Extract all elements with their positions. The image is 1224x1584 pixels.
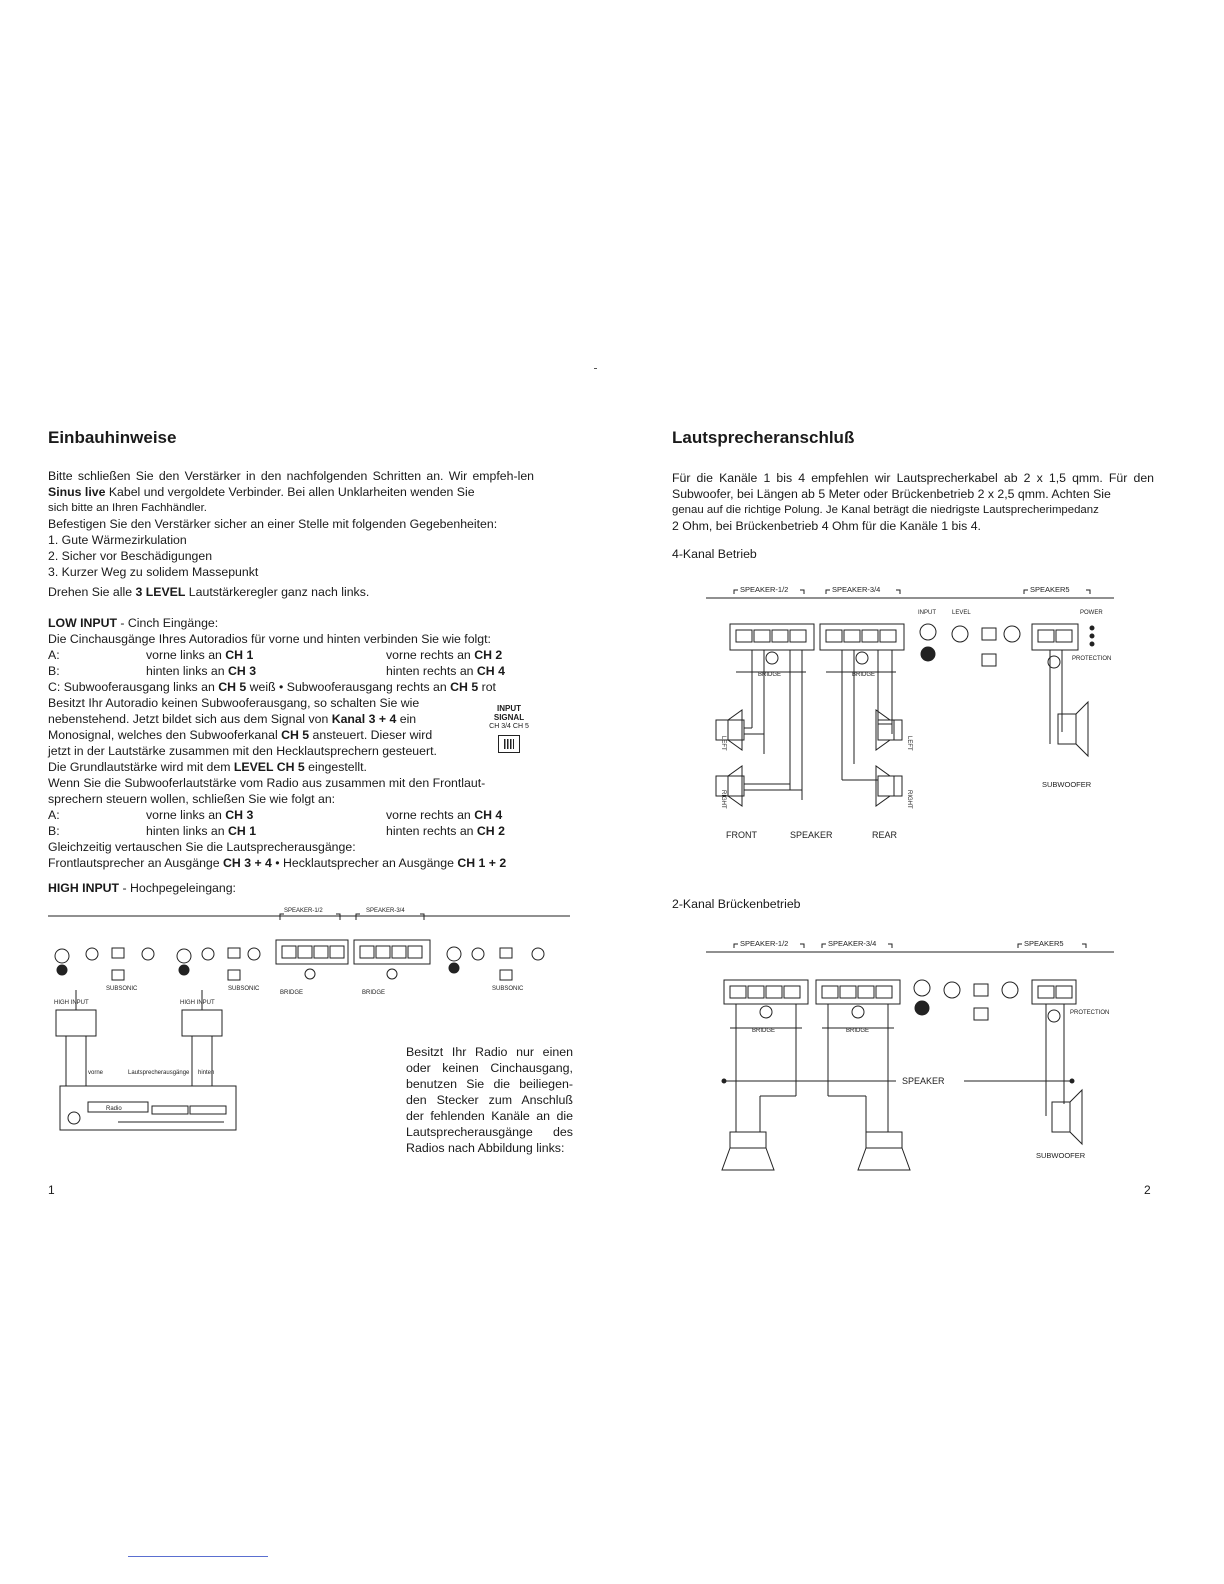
diagram-label: SPEAKER-1/2 bbox=[284, 908, 323, 914]
diagram-label: SPEAKER5 bbox=[1024, 939, 1064, 948]
level-bold: 3 LEVEL bbox=[135, 585, 186, 599]
diagram-label: SPEAKER bbox=[902, 1076, 945, 1086]
row-val: hinten links an bbox=[146, 824, 229, 838]
row-ch: CH 1 bbox=[225, 648, 254, 662]
side-note: Besitzt Ihr Radio nur einen oder keinen Cinchausgang, benutzen Sie die beiliegen-den Stecker zum Anschluß der fehlenden Kanäle an die Lautsprecherausgänge des Radios nach Abbildung links: bbox=[406, 1045, 573, 1155]
diagram-label: SPEAKER-1/2 bbox=[740, 585, 789, 594]
row-val: vorne rechts an bbox=[386, 808, 475, 822]
row-ch: CH 5 bbox=[218, 680, 247, 694]
intro-text-3: sich bitte an Ihren Fachhändler. bbox=[48, 502, 207, 514]
mapping-row bbox=[48, 807, 538, 823]
page-number-left: 1 bbox=[48, 1183, 55, 1197]
mono-text: nebenstehend. Jetzt bildet sich aus dem Signal von bbox=[48, 712, 332, 726]
input-signal-inset bbox=[480, 704, 538, 753]
diagram-label: SUBSONIC bbox=[228, 986, 260, 992]
mapping-row bbox=[48, 823, 538, 839]
high-input-heading: HIGH INPUT bbox=[48, 881, 120, 895]
brand-name: Sinus live bbox=[48, 485, 106, 499]
diagram-label: HIGH INPUT bbox=[180, 1000, 215, 1006]
diagram-label: BRIDGE bbox=[758, 672, 782, 678]
diagram-label: SPEAKER-3/4 bbox=[832, 585, 881, 594]
row-key: A: bbox=[48, 808, 60, 822]
diagram-label: LEFT bbox=[720, 736, 726, 751]
diagram-label: BRIDGE bbox=[846, 1028, 870, 1034]
row-val: vorne links an bbox=[146, 648, 226, 662]
list-item: 2. Sicher vor Beschädigungen bbox=[48, 549, 213, 563]
row-key: A: bbox=[48, 648, 60, 662]
row-ch: CH 3 bbox=[228, 664, 257, 678]
level-text-2: Lautstärkeregler ganz nach links. bbox=[185, 585, 370, 599]
diagram-label: hinten bbox=[198, 1070, 215, 1076]
cable-text: 2 Ohm, bei Brückenbetrieb 4 Ohm für die Kanäle 1 bis 4. bbox=[672, 519, 981, 533]
diagram-label: RIGHT bbox=[720, 790, 726, 809]
diagram-label: BRIDGE bbox=[852, 672, 876, 678]
swap-bold: CH 3 + 4 bbox=[223, 856, 272, 870]
mapping-row bbox=[48, 663, 538, 679]
diagram-label: SPEAKER5 bbox=[1030, 585, 1070, 594]
mount-intro: Befestigen Sie den Verstärker sicher an einer Stelle mit folgenden Gegebenheiten: bbox=[48, 517, 498, 531]
diagram-label: RIGHT bbox=[906, 790, 912, 809]
mode-2ch-label: 2-Kanal Brückenbetrieb bbox=[672, 897, 801, 911]
swap-text: Frontlautsprecher an Ausgänge bbox=[48, 856, 224, 870]
diagram-label: BRIDGE bbox=[362, 990, 386, 996]
four-channel-diagram bbox=[706, 584, 1114, 846]
row-key: B: bbox=[48, 824, 60, 838]
mono-text: ansteuert. Dieser wird bbox=[309, 728, 433, 742]
row-key: B: bbox=[48, 664, 60, 678]
front-text: Wenn Sie die Subwooferlautstärke vom Radio aus zusammen mit den Frontlaut- bbox=[48, 776, 486, 790]
bridge-diagram bbox=[706, 936, 1114, 1174]
low-input-section bbox=[48, 615, 538, 896]
inset-label: CH 3/4 CH 5 bbox=[489, 723, 529, 730]
row-c: C: Subwooferausgang links an bbox=[48, 680, 219, 694]
mono-text: eingestellt. bbox=[304, 760, 367, 774]
front-text: sprechern steuern wollen, schließen Sie wie folgt an: bbox=[48, 792, 336, 806]
diagram-label: vorne bbox=[88, 1070, 104, 1076]
diagram-label: SPEAKER bbox=[790, 830, 833, 840]
mono-bold: Kanal 3 + 4 bbox=[331, 712, 397, 726]
row-val: hinten links an bbox=[146, 664, 229, 678]
diagram-label: INPUT bbox=[918, 610, 936, 616]
diagram-label: LEFT bbox=[906, 736, 912, 751]
mapping-row bbox=[48, 647, 538, 663]
diagram-label: SUBWOOFER bbox=[1036, 1151, 1086, 1160]
swap-text: Gleichzeitig vertauschen Sie die Lautsprecherausgänge: bbox=[48, 840, 356, 854]
mono-text: Monosignal, welches den Subwooferkanal bbox=[48, 728, 282, 742]
inset-label: SIGNAL bbox=[493, 713, 525, 722]
row-ch: CH 4 bbox=[474, 808, 503, 822]
speck bbox=[594, 368, 597, 369]
diagram-label: SPEAKER-3/4 bbox=[828, 939, 877, 948]
low-input-sub: - Cinch Eingänge: bbox=[117, 616, 219, 630]
list-item: 1. Gute Wärmezirkulation bbox=[48, 533, 187, 547]
diagram-label: BRIDGE bbox=[752, 1028, 776, 1034]
row-ch: CH 5 bbox=[450, 680, 479, 694]
low-input-intro: Die Cinchausgänge Ihres Autoradios für vorne und hinten verbinden Sie wie folgt: bbox=[48, 632, 491, 646]
row-ch: CH 3 bbox=[225, 808, 254, 822]
mono-text: Besitzt Ihr Autoradio keinen Subwooferausgang, so schalten Sie wie bbox=[48, 696, 420, 710]
diagram-label: SUBSONIC bbox=[106, 986, 138, 992]
divider-line bbox=[128, 1556, 268, 1557]
diagram-label: SUBWOOFER bbox=[1042, 780, 1092, 789]
row-val: hinten rechts an bbox=[386, 664, 477, 678]
diagram-label: Lautsprecherausgänge bbox=[128, 1070, 190, 1076]
page-number-right: 2 bbox=[1144, 1183, 1151, 1197]
list-item: 3. Kurzer Weg zu solidem Massepunkt bbox=[48, 565, 259, 579]
swap-text: • Hecklautsprecher an Ausgänge bbox=[271, 856, 458, 870]
row-ch: CH 2 bbox=[474, 648, 503, 662]
diagram-label: HIGH INPUT bbox=[54, 1000, 89, 1006]
inset-label: INPUT bbox=[497, 704, 521, 713]
intro-text: Bitte schließen Sie den Verstärker in den nachfolgenden Schritten an. Wir empfeh-len bbox=[48, 469, 534, 483]
high-input-diagram bbox=[48, 906, 570, 1134]
mode-4ch-label: 4-Kanal Betrieb bbox=[672, 547, 757, 561]
row-val: vorne rechts an bbox=[386, 648, 475, 662]
diagram-label: FRONT bbox=[726, 830, 757, 840]
diagram-label: SPEAKER-3/4 bbox=[366, 908, 405, 914]
diagram-label: BRIDGE bbox=[280, 990, 304, 996]
low-input-heading: LOW INPUT bbox=[48, 616, 117, 630]
diagram-label: LEVEL bbox=[952, 610, 971, 616]
row-val: hinten rechts an bbox=[386, 824, 477, 838]
cable-text: genau auf die richtige Polung. Je Kanal beträgt die niedrigste Lautsprecherimpedanz bbox=[672, 504, 1099, 516]
diagram-label: PROTECTION bbox=[1070, 1010, 1110, 1016]
row-ch: CH 2 bbox=[476, 824, 505, 838]
row-val: vorne links an bbox=[146, 808, 226, 822]
cable-text: Für die Kanäle 1 bis 4 empfehlen wir Lautsprecherkabel ab 2 x 1,5 qmm. Für den Subwoofer, bei Längen ab 5 Meter oder Brückenbetrieb 2 x 2,5 qmm. Achten Sie bbox=[672, 471, 1154, 501]
diagram-label: REAR bbox=[872, 830, 898, 840]
high-input-sub: - Hochpegeleingang: bbox=[119, 881, 236, 895]
diagram-label: PROTECTION bbox=[1072, 656, 1112, 662]
swap-bold: CH 1 + 2 bbox=[457, 856, 507, 870]
diagram-label: POWER bbox=[1080, 610, 1103, 616]
page-title-left: Einbauhinweise bbox=[48, 428, 177, 447]
page-title-right: Lautsprecheranschluß bbox=[672, 428, 855, 447]
row-c: weiß • Subwooferausgang rechts an bbox=[246, 680, 451, 694]
mono-bold: LEVEL CH 5 bbox=[233, 760, 305, 774]
mono-text: ein bbox=[396, 712, 417, 726]
row-ch: CH 4 bbox=[476, 664, 505, 678]
cable-paragraph bbox=[672, 470, 1154, 534]
row-c: rot bbox=[478, 680, 496, 694]
diagram-label: SUBSONIC bbox=[492, 986, 524, 992]
diagram-label: SPEAKER-1/2 bbox=[740, 939, 789, 948]
level-text: Drehen Sie alle bbox=[48, 585, 136, 599]
switch-icon bbox=[498, 735, 520, 753]
intro-paragraph bbox=[48, 468, 534, 600]
mono-text: jetzt in der Lautstärke zusammen mit den Hecklautsprechern gesteuert. bbox=[48, 744, 437, 758]
diagram-label: Radio bbox=[106, 1106, 122, 1112]
intro-text-2: Kabel und vergoldete Verbinder. Bei allen Unklarheiten wenden Sie bbox=[105, 485, 475, 499]
mono-text: Die Grundlautstärke wird mit dem bbox=[48, 760, 234, 774]
row-ch: CH 1 bbox=[228, 824, 257, 838]
mono-bold: CH 5 bbox=[281, 728, 310, 742]
